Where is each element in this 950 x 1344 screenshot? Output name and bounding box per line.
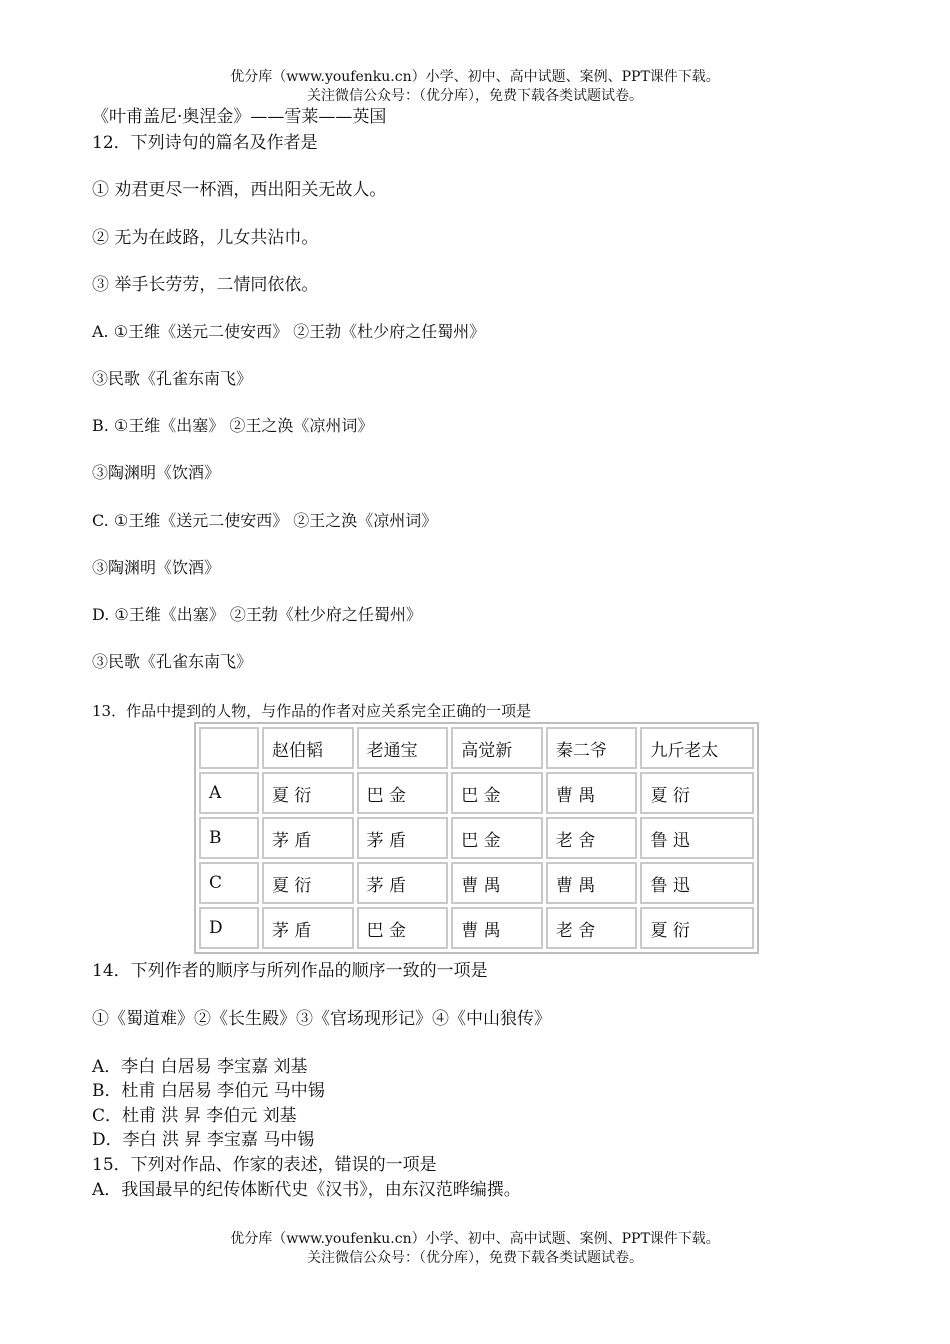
q12-option-a-line2: ③民歌《孔雀东南飞》 [92,369,253,388]
table-header-cell: 九斤老太 [640,727,754,769]
table-cell: 巴 金 [357,907,449,949]
q12-option-b-line2: ③陶渊明《饮酒》 [92,463,221,482]
table-cell: 茅 盾 [357,862,449,904]
table-cell: 鲁 迅 [640,862,754,904]
page-footer-line1: 优分库（www.youfenku.cn）小学、初中、高中试题、案例、PPT课件下载。 [230,1231,720,1247]
q14-option-d: D．李白 洪 昇 李宝嘉 马中锡 [92,1130,315,1150]
q12-option-d-line2: ③民歌《孔雀东南飞》 [92,652,253,671]
table-header-cell: 老通宝 [357,727,449,769]
table-cell: 夏 衍 [640,907,754,949]
q12-option-c-line1: C. ①王维《送元二使安西》 ②王之涣《凉州词》 [92,511,438,530]
table-cell: 曹 禺 [451,862,543,904]
q15-option-a: A．我国最早的纪传体断代史《汉书》，由东汉范晔编撰。 [92,1180,521,1200]
table-cell: 曹 禺 [451,907,543,949]
table-row [199,817,754,859]
table-cell: 巴 金 [451,772,543,814]
table-cell: 鲁 迅 [640,817,754,859]
q13-stem: 13．作品中提到的人物，与作品的作者对应关系完全正确的一项是 [92,702,532,720]
q14-works: ①《蜀道难》②《长生殿》③《官场现形记》④《中山狼传》 [92,1009,551,1029]
q12-poem-1: ① 劝君更尽一杯酒，西出阳关无故人。 [92,180,387,200]
table-cell: 茅 盾 [357,817,449,859]
q12-stem: 12．下列诗句的篇名及作者是 [92,133,318,153]
table-row [199,772,754,814]
page-header-line1: 优分库（www.youfenku.cn）小学、初中、高中试题、案例、PPT课件下载。 [230,69,720,85]
q12-option-c-line2: ③陶渊明《饮酒》 [92,558,221,577]
q12-poem-2: ② 无为在歧路，儿女共沾巾。 [92,228,319,248]
table-cell: 老 舍 [546,907,638,949]
q15-stem: 15．下列对作品、作家的表述，错误的一项是 [92,1155,437,1175]
table-cell: 夏 衍 [262,862,354,904]
table-cell: A [199,772,259,814]
table-row [199,862,754,904]
table-header-cell [199,727,259,769]
table-cell: 茅 盾 [262,907,354,949]
table-cell: 夏 衍 [262,772,354,814]
q12-poem-3: ③ 举手长劳劳，二情同依依。 [92,275,319,295]
q14-option-a: A．李白 白居易 李宝嘉 刘基 [92,1057,308,1077]
previous-answer-line: 《叶甫盖尼·奥涅金》——雪莱——英国 [92,107,387,127]
table-cell: 曹 禺 [546,772,638,814]
q12-option-b-line1: B. ①王维《出塞》 ②王之涣《凉州词》 [92,416,374,435]
table-cell: 巴 金 [451,817,543,859]
table-header-cell: 秦二爷 [546,727,638,769]
q13-author-table [194,722,759,954]
q14-option-b: B．杜甫 白居易 李伯元 马中锡 [92,1081,325,1101]
q12-option-d-line1: D. ①王维《出塞》 ②王勃《杜少府之任蜀州》 [92,605,422,624]
q12-option-a-line1: A. ①王维《送元二使安西》 ②王勃《杜少府之任蜀州》 [92,322,486,341]
table-cell: D [199,907,259,949]
table-header-cell: 赵伯韬 [262,727,354,769]
page-footer-line2: 关注微信公众号：（优分库），免费下载各类试题试卷。 [307,1250,643,1266]
page-header-line2: 关注微信公众号：（优分库），免费下载各类试题试卷。 [307,88,643,104]
table-cell: 曹 禺 [546,862,638,904]
table-cell: C [199,862,259,904]
q14-option-c: C．杜甫 洪 昇 李伯元 刘基 [92,1106,297,1126]
table-cell: 巴 金 [357,772,449,814]
table-cell: 夏 衍 [640,772,754,814]
table-cell: 老 舍 [546,817,638,859]
table-header-row [199,727,754,769]
table-header-cell: 高觉新 [451,727,543,769]
table-cell: B [199,817,259,859]
table-cell: 茅 盾 [262,817,354,859]
table-row [199,907,754,949]
q14-stem: 14．下列作者的顺序与所列作品的顺序一致的一项是 [92,961,488,981]
